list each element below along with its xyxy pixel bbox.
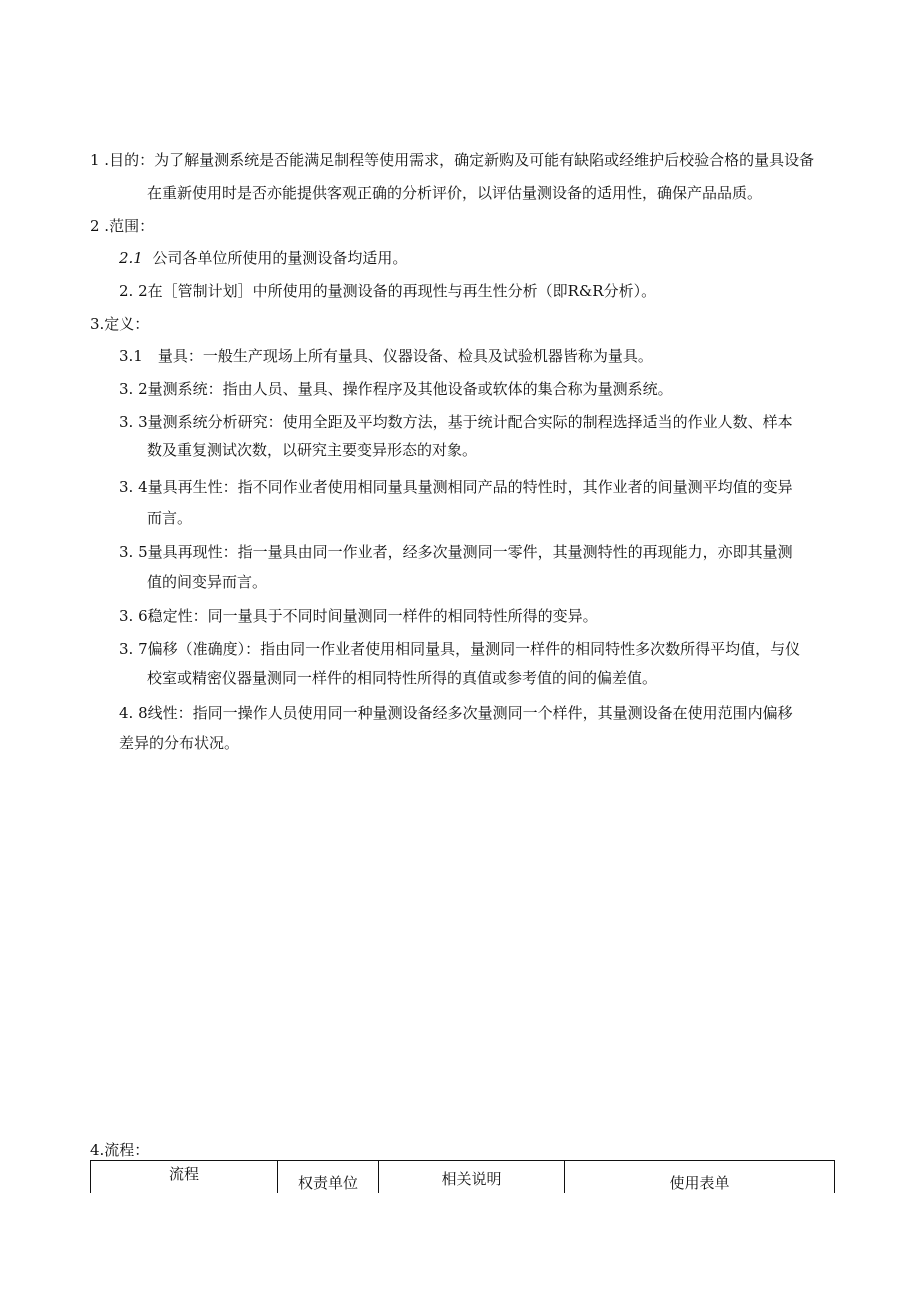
definitions-heading: 3.定义： [90, 315, 150, 333]
definition-3-5-line-1: 3. 5量具再现性：指一量具由同一作业者，经多次量测同一零件，其量测特性的再现能力，亦即其量测 [119, 543, 793, 561]
definition-3-1: 3.1 量具：一般生产现场上所有量具、仪器设备、检具及试验机器皆称为量具。 [119, 347, 653, 365]
column-header-description: 相关说明 [379, 1161, 565, 1194]
purpose-line-1: 1 .目的：为了解量测系统是否能满足制程等使用需求，确定新购及可能有缺陷或经维护后校验合格的量具设备 [90, 151, 815, 169]
process-heading: 4.流程： [90, 1141, 150, 1159]
scope-item-1 [119, 248, 407, 268]
definition-3-3-line-2: 数及重复测试次数，以研究主要变异形态的对象。 [147, 441, 478, 459]
definition-3-7-line-1: 3. 7偏移（准确度）：指由同一作业者使用相同量具，量测同一样件的相同特性多次数所得平均值，与仪 [119, 640, 801, 658]
scope-item-1-text: 公司各单位所使用的量测设备均适用。 [152, 249, 408, 267]
definition-4-8-line-2: 差异的分布状况。 [119, 734, 240, 752]
process-table [90, 1160, 835, 1193]
purpose-line-2: 在重新使用时是否亦能提供客观正确的分析评价，以评估量测设备的适用性，确保产品品质。 [147, 184, 763, 202]
column-header-flow: 流程 [91, 1161, 278, 1194]
scope-item-1-number: 2.1 [119, 249, 143, 267]
definition-3-7-line-2: 校室或精密仪器量测同一样件的相同特性所得的真值或参考值的间的偏差值。 [147, 669, 658, 687]
definition-3-3-line-1: 3. 3量测系统分析研究：使用全距及平均数方法，基于统计配合实际的制程选择适当的作业人数、样本 [119, 413, 793, 431]
scope-heading: 2 .范围： [90, 217, 155, 235]
definition-3-6: 3. 6稳定性：同一量具于不同时间量测同一样件的相同特性所得的变异。 [119, 607, 598, 625]
column-header-forms: 使用表单 [565, 1161, 835, 1194]
definition-3-4-line-2: 而言。 [147, 509, 193, 527]
definition-3-4-line-1: 3. 4量具再生性：指不同作业者使用相同量具量测相同产品的特性时，其作业者的间量测平均值的变异 [119, 478, 793, 496]
definition-3-2: 3. 2量测系统：指由人员、量具、操作程序及其他设备或软体的集合称为量测系统。 [119, 380, 673, 398]
scope-item-2: 2. 2在［管制计划］中所使用的量测设备的再现性与再生性分析（即R&R分析）。 [119, 282, 657, 300]
definition-3-5-line-2: 值的间变异而言。 [147, 573, 268, 591]
column-header-responsible-unit: 权责单位 [278, 1161, 379, 1194]
definition-4-8-line-1: 4. 8线性：指同一操作人员使用同一种量测设备经多次量测同一个样件，其量测设备在使用范围内偏移 [119, 704, 793, 722]
process-table-header-row [91, 1161, 835, 1194]
